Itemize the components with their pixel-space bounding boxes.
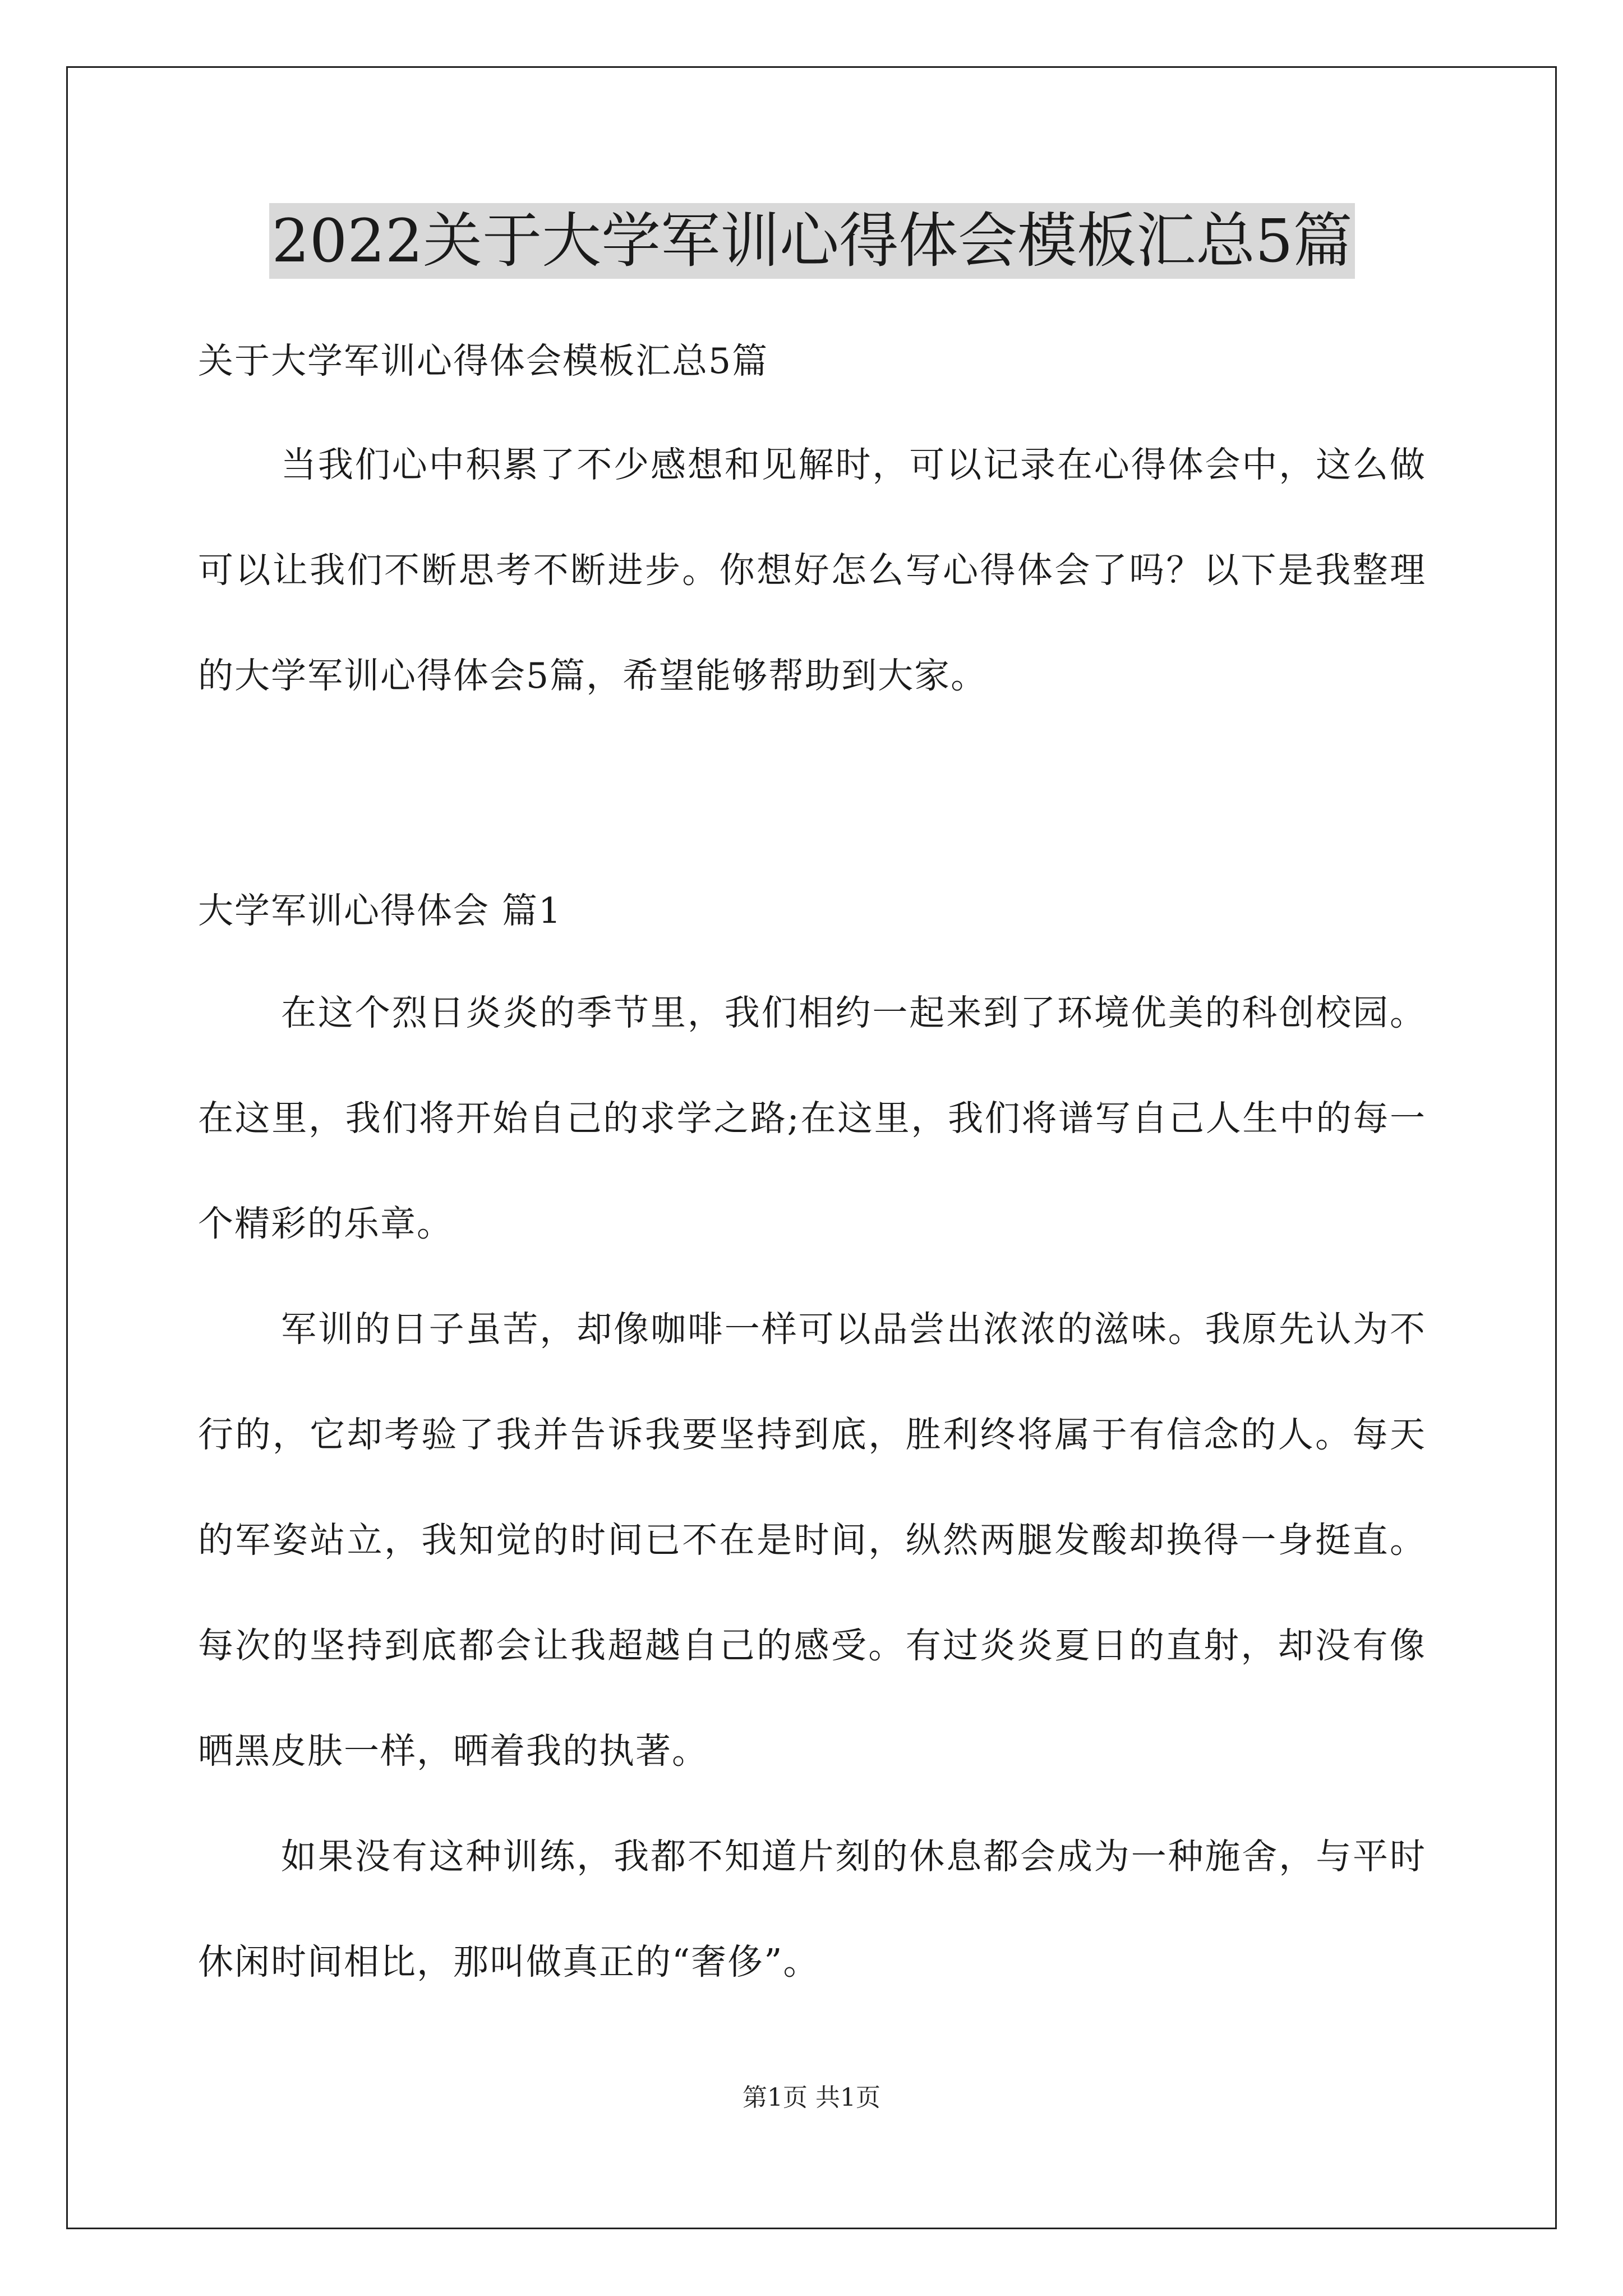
intro-paragraph: 当我们心中积累了不少感想和见解时，可以记录在心得体会中，这么做可以让我们不断思考不断进步。你想好怎么写心得体会了吗？以下是我整理的大学军训心得体会5篇，希望能够帮助到大家。 [198,444,1426,696]
section-heading: 大学军训心得体会 篇1 [198,890,562,931]
page-number: 第1页 共1页 [743,2083,880,2112]
document-title [198,205,1426,278]
body-paragraph-2: 军训的日子虽苦，却像咖啡一样可以品尝出浓浓的滋味。我原先认为不行的，它却考验了我并告诉我要坚持到底，胜利终将属于有信念的人。每天的军姿站立，我知觉的时间已不在是时间，纵然两腿发酸却换得一身挺直。每次的坚持到底都会让我超越自己的感受。有过炎炎夏日的直射，却没有像晒黑皮肤一样，晒着我的执著。 [198,1309,1426,1772]
page-footer [0,2081,1623,2115]
document-subtitle: 关于大学军训心得体会模板汇总5篇 [198,341,769,381]
body-paragraph-3: 如果没有这种训练，我都不知道片刻的休息都会成为一种施舍，与平时休闲时间相比，那叫做真正的“奢侈”。 [198,1836,1426,1982]
body-paragraph-1: 在这个烈日炎炎的季节里，我们相约一起来到了环境优美的科创校园。在这里，我们将开始自己的求学之路;在这里，我们将谱写自己人生中的每一个精彩的乐章。 [198,992,1426,1244]
document-title-text: 2022关于大学军训心得体会模板汇总5篇 [269,203,1354,279]
